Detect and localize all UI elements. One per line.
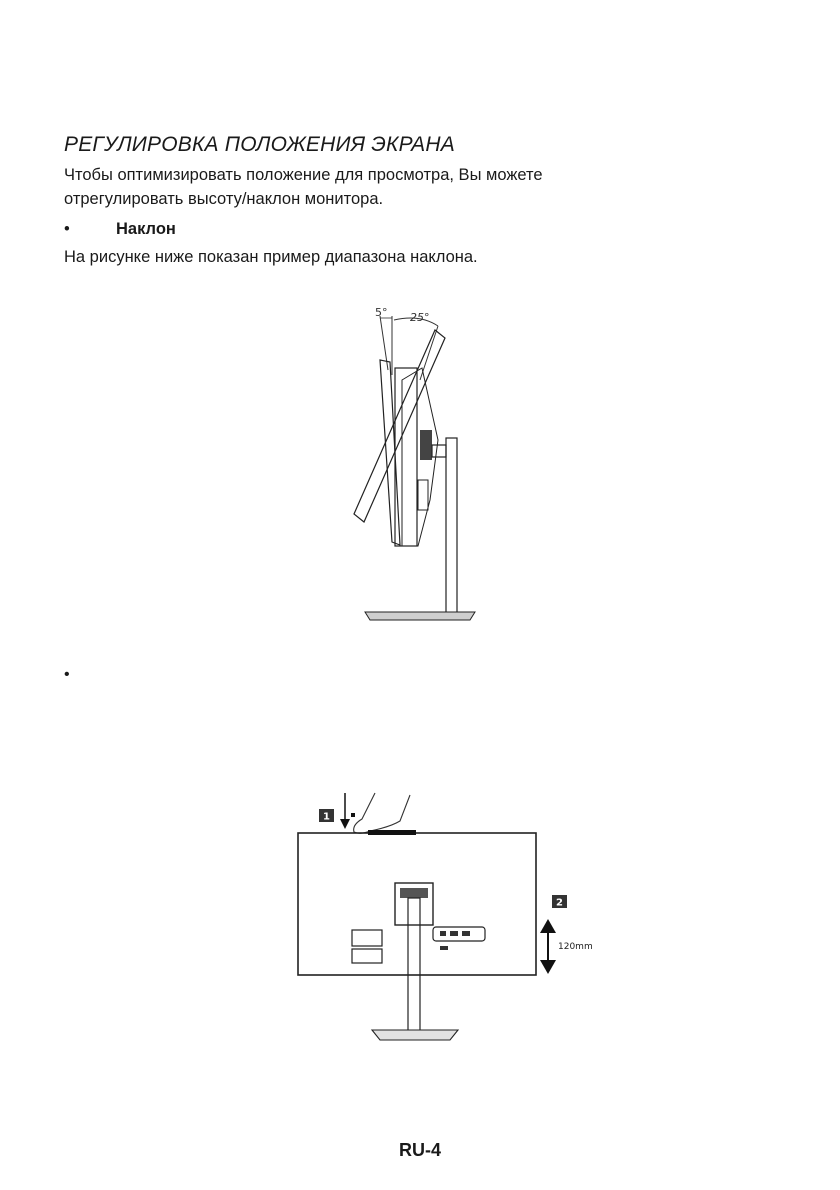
tilt-diagram: [340, 300, 500, 630]
height-range-label: 120mm: [558, 942, 593, 952]
angle-back-label: 5°: [375, 306, 388, 319]
step-1-number: 1: [323, 811, 330, 823]
stand-column: [408, 898, 420, 1033]
range-arrow-down: [540, 960, 556, 974]
monitor-back-view: [298, 833, 536, 975]
intro-line-2: отрегулировать высоту/наклон монитора.: [64, 190, 384, 208]
press-arrow-head: [340, 819, 350, 829]
stand-base: [372, 1030, 458, 1040]
height-bullet: •: [64, 666, 70, 683]
release-button: [368, 830, 416, 835]
intro-line-1: Чтобы оптимизировать положение для просмотра, Вы можете: [64, 166, 543, 184]
port-a: [440, 931, 446, 936]
kensington-slot: [440, 946, 448, 950]
port-panel: [418, 480, 428, 510]
hinge: [420, 430, 432, 460]
tilt-illustration: [340, 300, 500, 630]
angle-forward-label: 25°: [410, 311, 430, 324]
port-cover-2: [352, 949, 382, 963]
monitor-back-tilted: [380, 360, 400, 545]
stand-base: [365, 612, 475, 620]
height-illustration: [290, 785, 610, 1050]
tilt-description: На рисунке ниже показан пример диапазона наклона.: [64, 248, 478, 266]
mount-top: [400, 888, 428, 898]
tilt-bullet: [64, 220, 176, 239]
step-2-number: 2: [556, 897, 563, 909]
port-c: [462, 931, 470, 936]
range-arrow-up: [540, 919, 556, 933]
hand-outline: [354, 793, 410, 833]
height-diagram: [290, 785, 610, 1050]
port-b: [450, 931, 458, 936]
port-cover-1: [352, 930, 382, 946]
page-title: РЕГУЛИРОВКА ПОЛОЖЕНИЯ ЭКРАНА: [64, 133, 455, 156]
stand-pole: [446, 438, 457, 614]
hinge-bracket: [432, 445, 446, 457]
press-marker: [351, 813, 355, 817]
page-number: RU-4: [398, 1140, 441, 1160]
bullet-symbol: •: [64, 220, 70, 238]
tilt-label: Наклон: [116, 220, 176, 238]
